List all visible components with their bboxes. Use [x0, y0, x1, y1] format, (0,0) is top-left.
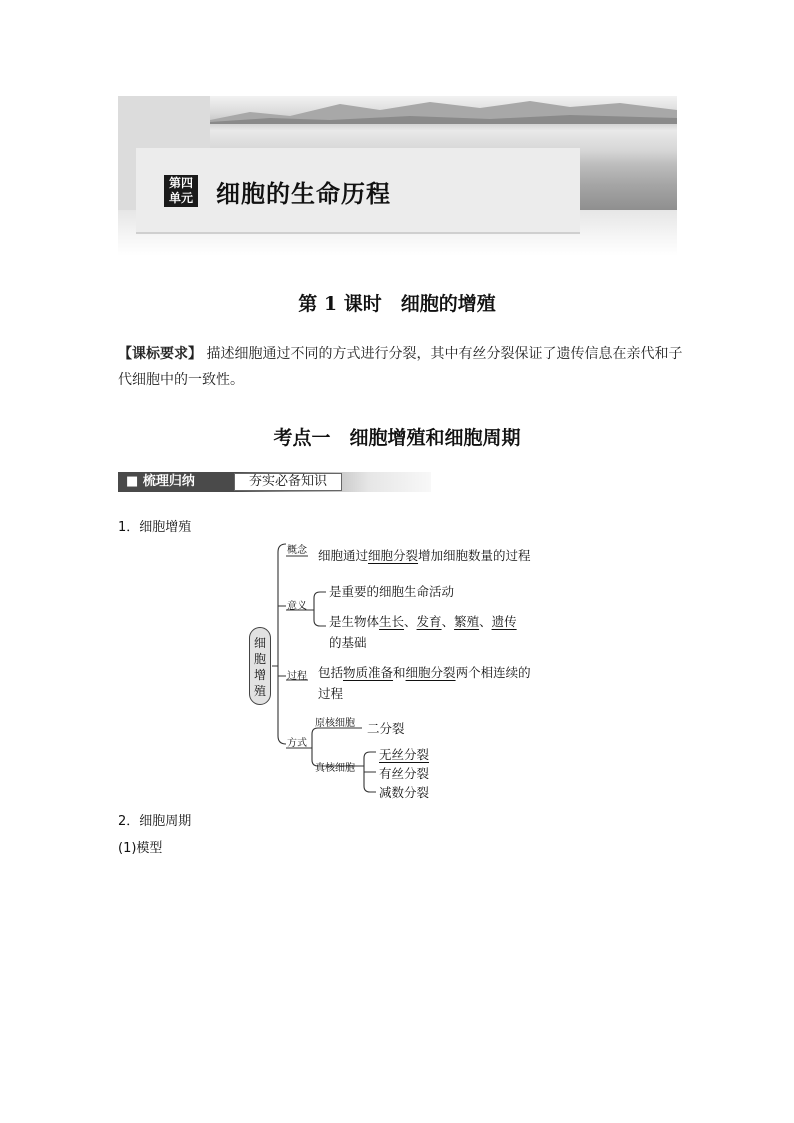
prokaryote-binary-fission: 二分裂	[367, 721, 405, 736]
meaning-key-reproduction: 繁殖	[454, 614, 480, 629]
label-meaning: 意义	[287, 601, 307, 612]
concept-key: 细胞分裂	[368, 548, 419, 563]
label-prokaryote: 原核细胞	[315, 718, 355, 729]
process-post: 两个相连续的	[455, 665, 531, 680]
process-pre: 包括	[318, 665, 344, 680]
concept-definition	[318, 546, 531, 564]
root-char-1: 细	[253, 636, 266, 650]
sep: 、	[404, 614, 417, 629]
section-bar-tag: 夯实必备知识	[234, 473, 342, 491]
concept-post: 增加细胞数量的过程	[418, 548, 531, 563]
root-char-2: 胞	[253, 652, 266, 666]
unit-badge-line2: 单元	[168, 191, 193, 205]
meaning-pre: 是生物体	[329, 614, 380, 629]
process-line-1	[318, 663, 531, 681]
eukaryote-mitosis: 有丝分裂	[379, 766, 430, 781]
meaning-key-growth: 生长	[379, 614, 405, 629]
section-title: 考点一 细胞增殖和细胞周期	[273, 427, 521, 449]
unit-title: 细胞的生命历程	[216, 180, 391, 208]
process-key-material: 物质准备	[343, 665, 394, 680]
eukaryote-amitosis: 无丝分裂	[379, 747, 430, 762]
label-eukaryote: 真核细胞	[315, 763, 355, 774]
concept-pre: 细胞通过	[318, 548, 369, 563]
label-method: 方式	[287, 738, 307, 749]
process-line-2: 过程	[318, 686, 344, 701]
root-char-3: 增	[253, 668, 266, 682]
meaning-item-1: 是重要的细胞生命活动	[329, 584, 455, 599]
process-mid: 和	[393, 665, 406, 680]
meaning-item-2	[329, 612, 517, 630]
sep: 、	[479, 614, 492, 629]
heading-cell-proliferation: 1．细胞增殖	[118, 520, 192, 535]
section-bar-label: ■ 梳理归纳	[126, 474, 195, 489]
concept-root	[249, 627, 271, 705]
heading-cell-cycle: 2．细胞周期	[118, 814, 192, 829]
process-key-division: 细胞分裂	[405, 665, 456, 680]
meaning-key-heredity: 遗传	[491, 614, 517, 629]
meaning-key-development: 发育	[416, 614, 442, 629]
requirement-text: 描述细胞通过不同的方式进行分裂，其中有丝分裂保证了遗传信息在亲代和子代细胞中的一致性。	[118, 346, 683, 388]
bar-label-text: 梳理归纳	[142, 474, 195, 489]
unit-badge-line1: 第四	[168, 176, 193, 190]
meaning-item-2-tail: 的基础	[329, 635, 367, 650]
eukaryote-meiosis: 减数分裂	[379, 785, 430, 800]
heading-model: (1)模型	[118, 841, 163, 856]
label-concept: 概念	[287, 545, 307, 556]
lesson-title: 第 1 课时 细胞的增殖	[298, 293, 496, 315]
root-char-4: 殖	[253, 684, 266, 698]
label-process: 过程	[287, 671, 307, 682]
sep: 、	[441, 614, 455, 629]
requirement-label: 【课标要求】	[118, 346, 202, 362]
